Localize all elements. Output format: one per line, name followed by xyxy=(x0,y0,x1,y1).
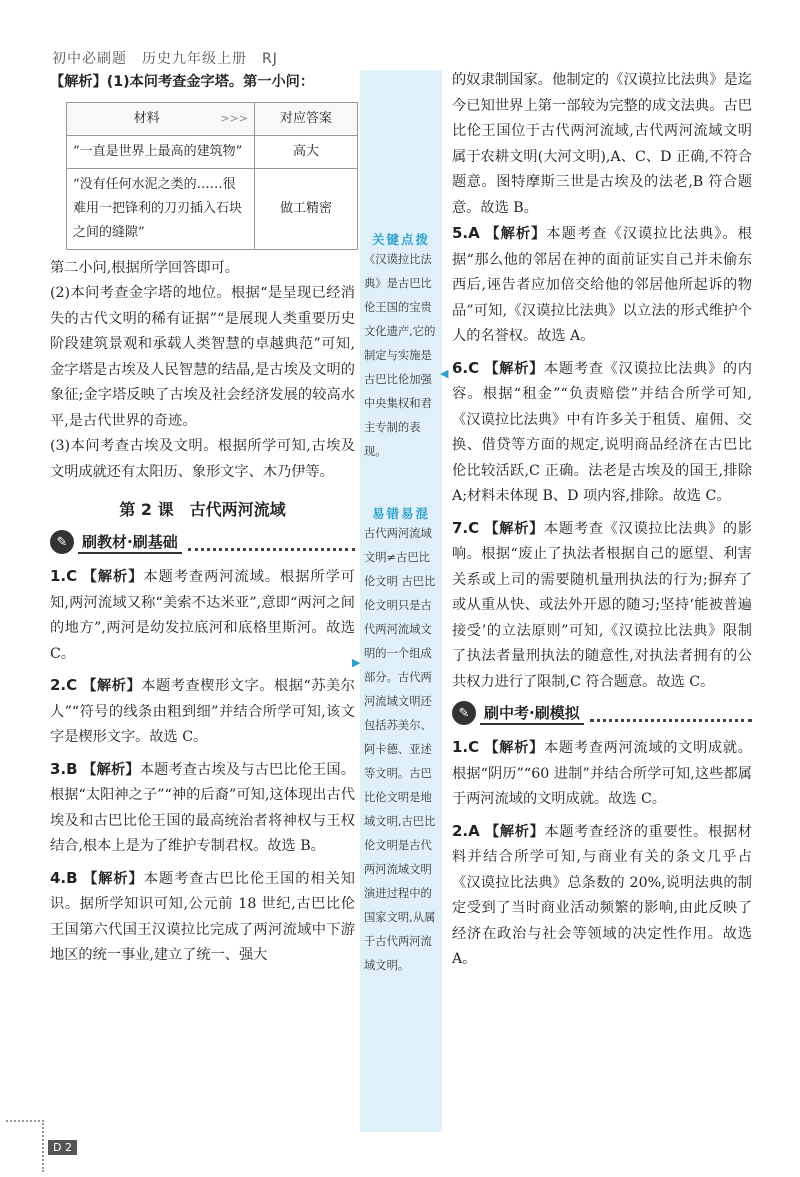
answer-item: 4.B 【解析】本题考查古巴比伦王国的相关知识。据所学知识可知,公元前 18 世纪,古巴比伦王国第六代国王汉谟拉比完成了两河流域中下游地区的统一事业,建立了统一、强大 xyxy=(50,868,355,963)
dotted-divider xyxy=(188,534,355,551)
col-material-header: 材料 >>> xyxy=(67,102,255,135)
answer-item: 1.C 【解析】本题考查两河流域。根据所学可知,两河流域又称“美索不达米亚”,意即“两河之间的地方”,两河是幼发拉底河和底格里斯河。故选 C。 xyxy=(50,567,355,662)
answer-item: 2.A 【解析】本题考查经济的重要性。根据材料并结合所学可知,与商业有关的条文几乎占《汉谟拉比法典》总条数的 20%,说明法典的制定受到了当时商业活动频繁的影响,由此反映了经济在政治与社会等领域的决定性作用。故选 A。 xyxy=(452,821,752,967)
paragraph: (3)本问考查古埃及文明。根据所学可知,古埃及文明成就还有太阳历、象形文字、木乃伊等。 xyxy=(50,438,355,480)
table-cell-answer: 做工精密 xyxy=(255,168,358,249)
material-table xyxy=(66,102,358,250)
table-cell-material: “一直是世界上最高的建筑物” xyxy=(67,135,255,168)
analysis-intro xyxy=(50,70,355,96)
page-header: 初中必刷题 历史九年级上册 RJ xyxy=(52,51,278,67)
answer-item: 6.C 【解析】本题考查《汉谟拉比法典》的内容。根据“租金”“负责赔偿”并结合所学可知,《汉谟拉比法典》中有许多关于租赁、雇佣、交换、借贷等方面的规定,说明商品经济在古巴比伦比较活跃,C 正确。法老是古埃及的国王,排除 A;材料未体现 B、D 项内容,排除。故选 C。 xyxy=(452,358,752,504)
answer-item: 1.C 【解析】本题考查两河流域的文明成就。根据“阴历”“60 进制”并结合所学可知,这些都属于两河流域的文明成就。故选 C。 xyxy=(452,738,752,807)
table-cell-material: “没有任何水泥之类的……很难用一把锋利的刀刃插入石块之间的缝隙” xyxy=(67,168,255,249)
table-row xyxy=(67,168,358,249)
banner-label: 刷教材·刷基础 xyxy=(78,531,182,554)
answer-item: 5.A 【解析】本题考查《汉谟拉比法典》。根据“那么他的邻居在神的面前证实自己并未偷东西后,诬告者应加倍交给他的邻居他所起诉的物品”可知,《汉谟拉比法典》以立法的形式维护个人的名誉权。故选 A。 xyxy=(452,224,752,344)
answer-item: 3.B 【解析】本题考查古埃及与古巴比伦王国。根据“太阳神之子”“神的后裔”可知,这体现出古代埃及和古巴比伦王国的最高统治者将神权与王权结合,根本上是为了维护专制君权。故选 B。 xyxy=(50,759,355,854)
common-mistakes-text: 古代两河流域文明≠古巴比伦文明 古巴比伦文明只是古代两河流域文明的一个组成部分。古代两河流域文明还包括苏美尔、阿卡德、亚述等文明。古巴比伦文明是地域文明,古巴比伦文明是古代两河流域文明演进过程中的国家文明,从属于古代两河流域文明。 xyxy=(364,527,436,972)
section-banner xyxy=(50,530,355,554)
banner-label: 刷中考·刷模拟 xyxy=(480,702,584,725)
lesson-title: 第 2 课 古代两河流域 xyxy=(119,500,286,519)
page-number: D 2 xyxy=(48,1140,77,1155)
book-icon: ✎ xyxy=(452,701,476,725)
paragraph: (2)本问考查金字塔的地位。根据“是呈现已经消失的古代文明的稀有证据”“是展现人类重要历史阶段建筑景观和承载人类智慧的卓越典范”可知,金字塔是古埃及人民智慧的结晶,是古埃及文明的象征;金字塔反映了古埃及社会经济发展的较高水平,是古代世界的奇迹。 xyxy=(50,285,355,429)
key-points-text: 《汉谟拉比法典》是古巴比伦王国的宝贵文化遗产,它的制定与实施是古巴比伦加强中央集权和君主专制的表现。 xyxy=(364,253,436,458)
paragraph: 的奴隶制国家。他制定的《汉谟拉比法典》是迄今已知世界上第一部较为完整的成文法典。古巴比伦王国位于古代两河流域,古代两河流域文明属于农耕文明(大河文明),A、C、D 正确,不符合题意。图特摩斯三世是古埃及的法老,B 符合题意。故选 B。 xyxy=(452,72,752,216)
dotted-divider xyxy=(590,705,752,722)
table-header-row xyxy=(67,102,358,135)
col-answer-header: 对应答案 xyxy=(255,102,358,135)
intro-text: 【解析】(1)本问考查金字塔。第一小问： xyxy=(50,74,315,90)
right-column xyxy=(452,68,752,979)
answer-item: 2.C 【解析】本题考查楔形文字。根据“苏美尔人”“符号的线条由粗到细”并结合所学可知,该文字是楔形文字。故选 C。 xyxy=(50,676,355,745)
arrow-right-icon: ▶ xyxy=(352,656,361,669)
arrow-left-icon: ◀ xyxy=(440,367,449,380)
table-row xyxy=(67,135,358,168)
common-mistakes-title: 易错易混 xyxy=(371,506,430,521)
tips-sidebar xyxy=(360,70,442,1132)
section-banner xyxy=(452,701,752,725)
key-points-title: 关键点拨 xyxy=(371,232,430,247)
answer-item: 7.C 【解析】本题考查《汉谟拉比法典》的影响。根据“废止了执法者根据自己的愿望、利害关系或上司的需要随机量刑执法的行为;摒弃了或从重从快、或法外开恩的随习;坚持‘能被普遍接受’的立法原则”可知,《汉谟拉比法典》限制了执法者量刑执法的随意性,对执法者拥有的公共权力进行了限制,C 符合题意。故选 C。 xyxy=(452,518,752,690)
corner-decoration xyxy=(6,1120,44,1172)
book-icon: ✎ xyxy=(50,530,74,554)
arrows-icon: >>> xyxy=(220,111,248,125)
left-column xyxy=(50,70,355,975)
table-cell-answer: 高大 xyxy=(255,135,358,168)
paragraph: 第二小问,根据所学回答即可。 xyxy=(50,259,239,276)
